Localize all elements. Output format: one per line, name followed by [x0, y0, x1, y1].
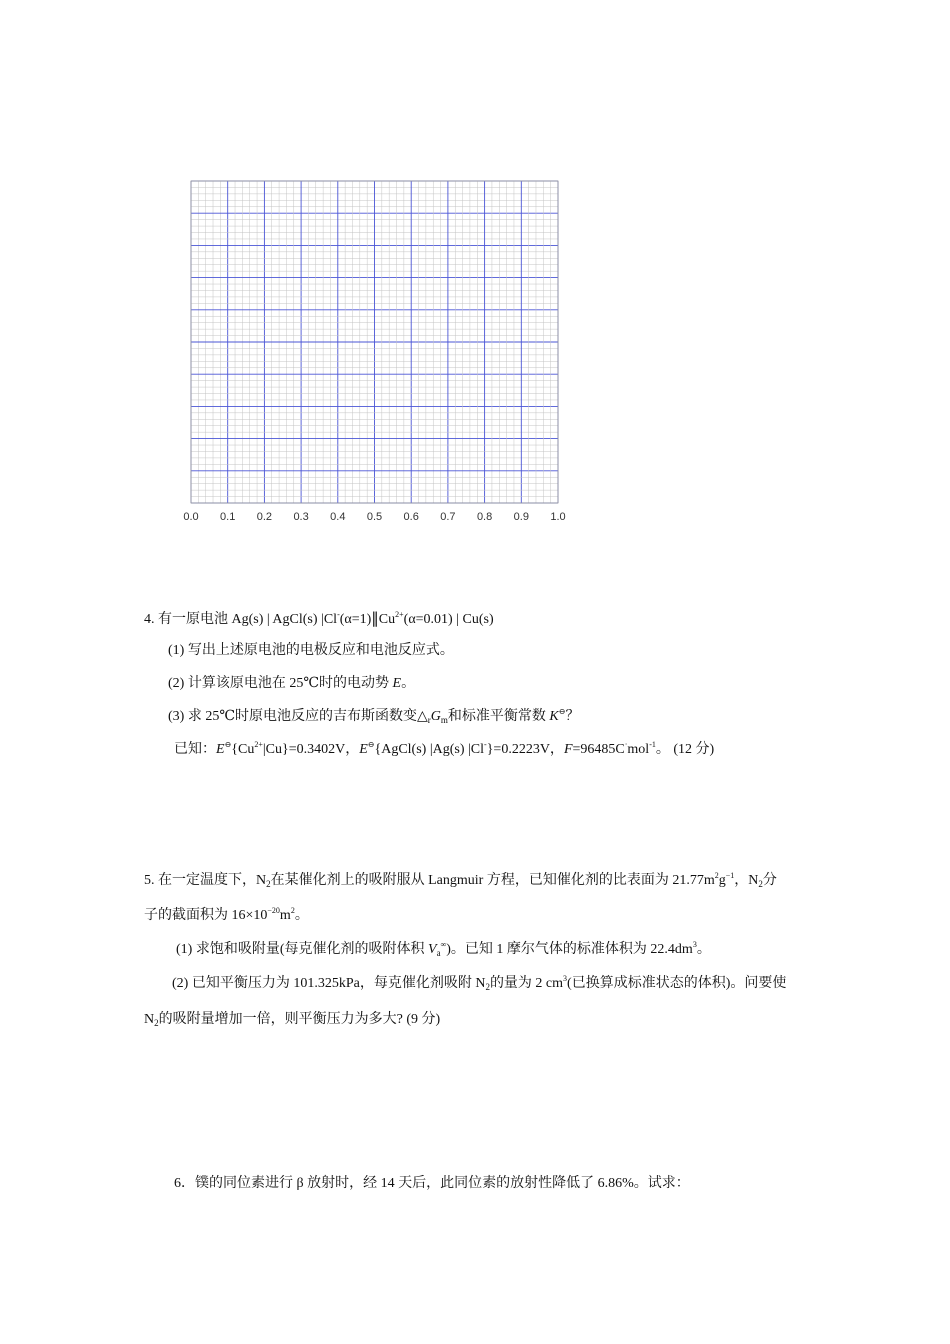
- q4-given: 已知：$E^⊖\{Cu^{2+}|Cu\}=0.3402V$，E⊖{AgCl(s) |Ag(s) |Cl-}=0.2223V，F=96485C·mol$^{-1}$。 (12 分): [174, 740, 715, 757]
- q5-part-2-line-1: (2) 已知平衡压力为 101.325kPa，每克催化剂吸附 $N_2$的量为 2 $cm^3$(已换算成标准状态的体积)。问要使: [172, 974, 787, 992]
- q5-stem-line-2: 子的截面积为 $16\times 10^{-20}m^2$。: [144, 906, 309, 923]
- q5-part-1: (1) 求饱和吸附量(每克催化剂的吸附体积 $V_a^\infty$)。已知 1 摩尔气体的标准体积为 $22.4dm^3$。: [176, 940, 711, 958]
- q5-part-2-line-2: $N_2$的吸附量增加一倍，则平衡压力为多大? (9 分): [144, 1012, 441, 1028]
- x-tick-label: 0.9: [513, 511, 529, 523]
- q4-part-1: (1) 写出上述原电池的电极反应和电池反应式。: [168, 643, 454, 658]
- x-tick-label: 0.6: [403, 511, 419, 523]
- graph-paper: [180, 172, 570, 532]
- q6-stem: 6．镤的同位素进行 β 放射时，经 14 天后，此同位素的放射性降低了 6.86%。试求：: [174, 1176, 690, 1191]
- x-tick-label: 0.1: [220, 511, 236, 523]
- x-tick-label: 0.5: [366, 511, 383, 523]
- x-tick-label: 0.2: [256, 511, 273, 523]
- x-tick-label: 0.3: [293, 511, 309, 523]
- x-tick-label: 0.8: [476, 511, 493, 523]
- x-tick-label: 0.4: [330, 511, 346, 523]
- q4-part-3: (3) 求 25℃时原电池反应的吉布斯函数变$\triangle_rG_m$和标准平衡常数 K⊖？: [168, 707, 580, 725]
- x-tick-label: 0.7: [440, 511, 456, 523]
- q4-stem: 4. 有一原电池 Ag(s) | AgCl(s) $|Cl^-(\alpha=1)‖Cu^{2+}(\alpha=0.01)$ | Cu(s): [144, 609, 494, 627]
- q5-stem-line-1: 5. 在一定温度下，$N_2$在某催化剂上的吸附服从 Langmuir 方程，已知催化剂的比表面为 $21.77m^2g^{-1}$，$N_2$分: [144, 871, 777, 889]
- q4-part-2: (2) 计算该原电池在 25℃时的电动势 E。: [168, 676, 416, 691]
- x-tick-label: 0.0: [183, 511, 199, 523]
- x-tick-label: 1.0: [550, 511, 566, 523]
